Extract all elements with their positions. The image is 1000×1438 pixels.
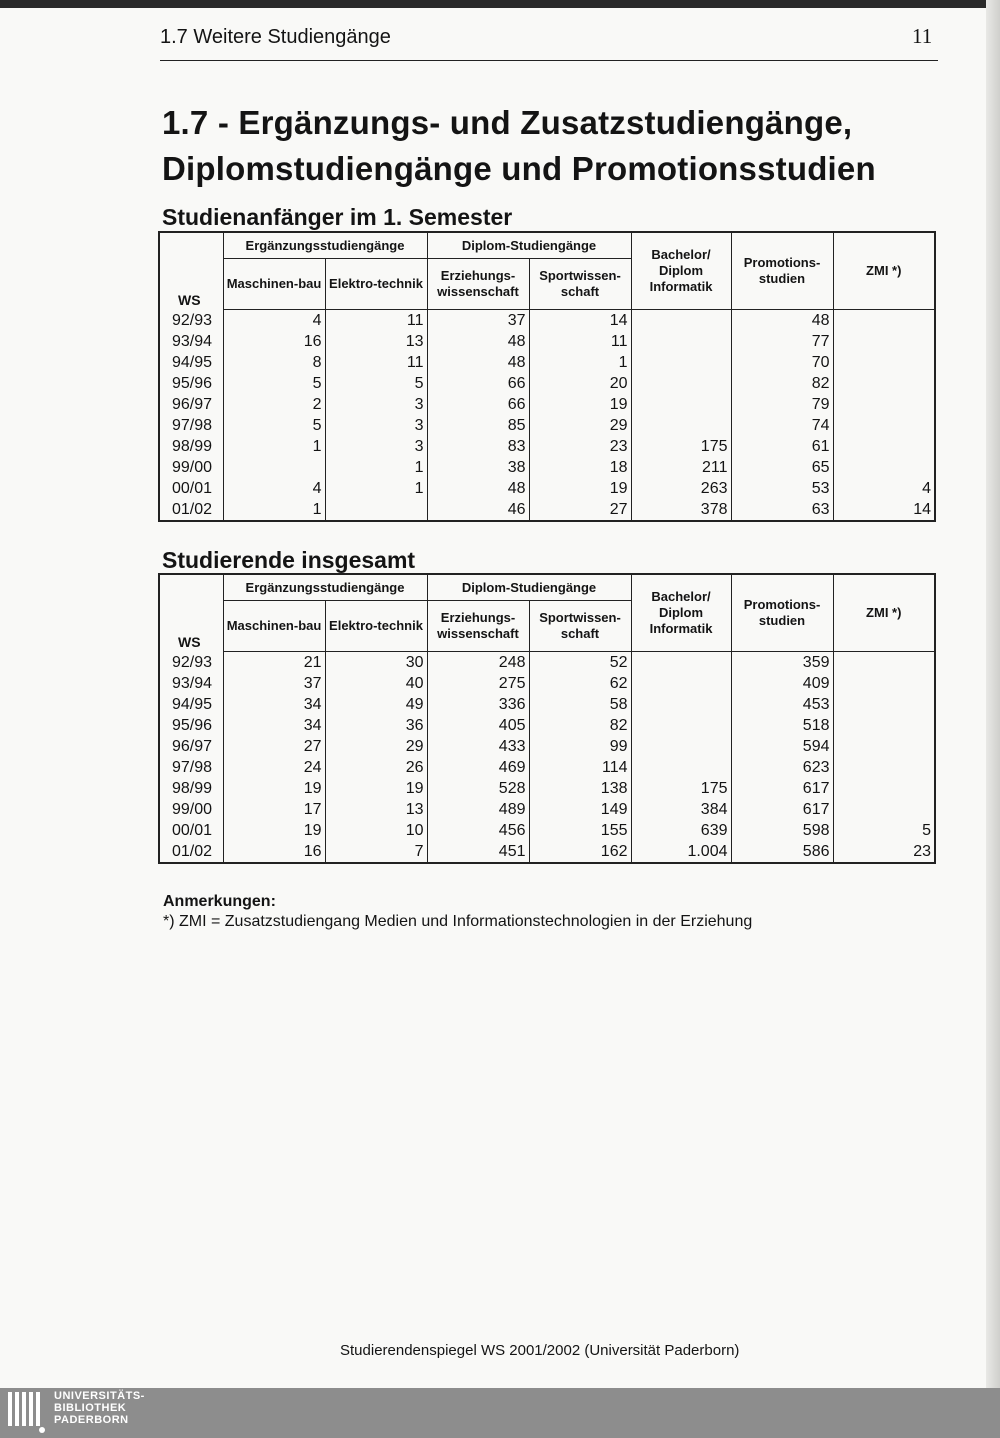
header-ws: WS: [159, 574, 223, 652]
header-rule: [160, 60, 938, 61]
header-sport: Sportwissen-schaft: [529, 601, 631, 652]
cell-promotion: 79: [731, 394, 833, 415]
cell-sport: 99: [529, 736, 631, 757]
cell-maschinenbau: 16: [223, 841, 325, 863]
cell-zmi: [833, 352, 935, 373]
cell-sport: 19: [529, 394, 631, 415]
cell-erziehung: 336: [427, 694, 529, 715]
cell-erziehung: 83: [427, 436, 529, 457]
cell-maschinenbau: 24: [223, 757, 325, 778]
cell-maschinenbau: 1: [223, 436, 325, 457]
cell-ws: 95/96: [159, 373, 223, 394]
cell-ws: 92/93: [159, 652, 223, 674]
cell-sport: 14: [529, 310, 631, 332]
header-elektrotechnik: Elektro-technik: [325, 601, 427, 652]
cell-zmi: [833, 310, 935, 332]
library-line-1: UNIVERSITÄTS-: [54, 1390, 145, 1402]
cell-erziehung: 456: [427, 820, 529, 841]
cell-sport: 155: [529, 820, 631, 841]
cell-maschinenbau: 16: [223, 331, 325, 352]
cell-sport: 20: [529, 373, 631, 394]
cell-maschinenbau: 4: [223, 310, 325, 332]
cell-erziehung: 85: [427, 415, 529, 436]
cell-sport: 19: [529, 478, 631, 499]
cell-elektrotechnik: 13: [325, 799, 427, 820]
cell-erziehung: 275: [427, 673, 529, 694]
cell-ws: 93/94: [159, 331, 223, 352]
cell-maschinenbau: 4: [223, 478, 325, 499]
table-row: [159, 652, 935, 674]
cell-maschinenbau: 27: [223, 736, 325, 757]
header-maschinenbau: Maschinen-bau: [223, 259, 325, 310]
cell-ws: 96/97: [159, 394, 223, 415]
cell-ws: 94/95: [159, 352, 223, 373]
cell-sport: 58: [529, 694, 631, 715]
cell-maschinenbau: [223, 457, 325, 478]
cell-zmi: [833, 694, 935, 715]
cell-ws: 00/01: [159, 478, 223, 499]
cell-elektrotechnik: 10: [325, 820, 427, 841]
library-logo-icon: [6, 1390, 46, 1434]
cell-elektrotechnik: 1: [325, 478, 427, 499]
cell-elektrotechnik: 5: [325, 373, 427, 394]
cell-elektrotechnik: 19: [325, 778, 427, 799]
cell-erziehung: 451: [427, 841, 529, 863]
cell-promotion: 359: [731, 652, 833, 674]
table-row: [159, 415, 935, 436]
cell-ws: 97/98: [159, 757, 223, 778]
cell-sport: 114: [529, 757, 631, 778]
cell-promotion: 48: [731, 310, 833, 332]
header-group-ergaenzung: Ergänzungsstudiengänge: [223, 574, 427, 601]
cell-sport: 149: [529, 799, 631, 820]
cell-zmi: [833, 652, 935, 674]
table-row: [159, 352, 935, 373]
table-body: [159, 310, 935, 522]
cell-erziehung: 37: [427, 310, 529, 332]
library-line-2: BIBLIOTHEK: [54, 1402, 127, 1414]
cell-elektrotechnik: 40: [325, 673, 427, 694]
table-row: [159, 331, 935, 352]
cell-elektrotechnik: 1: [325, 457, 427, 478]
page-footer: Studierendenspiegel WS 2001/2002 (Universität Paderborn): [340, 1342, 740, 1359]
cell-promotion: 53: [731, 478, 833, 499]
cell-bachelor: [631, 394, 731, 415]
cell-sport: 23: [529, 436, 631, 457]
cell-elektrotechnik: 36: [325, 715, 427, 736]
cell-sport: 18: [529, 457, 631, 478]
title-line-1: 1.7 - Ergänzungs- und Zusatzstudiengänge,: [162, 104, 853, 141]
cell-bachelor: [631, 715, 731, 736]
header-erziehung: Erziehungs-wissenschaft: [427, 259, 529, 310]
cell-promotion: 61: [731, 436, 833, 457]
cell-maschinenbau: 34: [223, 694, 325, 715]
cell-ws: 01/02: [159, 841, 223, 863]
cell-bachelor: [631, 373, 731, 394]
title-line-2: Diplomstudiengänge und Promotionsstudien: [162, 150, 876, 187]
table-body: [159, 652, 935, 864]
cell-maschinenbau: 19: [223, 820, 325, 841]
cell-ws: 00/01: [159, 820, 223, 841]
cell-zmi: [833, 331, 935, 352]
cell-bachelor: [631, 310, 731, 332]
scan-top-edge: [0, 0, 1000, 8]
header-group-diplom: Diplom-Studiengänge: [427, 232, 631, 259]
cell-promotion: 63: [731, 499, 833, 521]
table-row: [159, 799, 935, 820]
cell-promotion: 518: [731, 715, 833, 736]
cell-zmi: [833, 778, 935, 799]
cell-zmi: 23: [833, 841, 935, 863]
cell-zmi: [833, 736, 935, 757]
cell-elektrotechnik: 3: [325, 436, 427, 457]
table-studierende-insgesamt: [158, 573, 936, 864]
table-row: [159, 373, 935, 394]
header-group-ergaenzung: Ergänzungsstudiengänge: [223, 232, 427, 259]
cell-elektrotechnik: 3: [325, 415, 427, 436]
cell-bachelor: 639: [631, 820, 731, 841]
cell-bachelor: 384: [631, 799, 731, 820]
cell-promotion: 623: [731, 757, 833, 778]
table-studienanfaenger: [158, 231, 936, 522]
cell-sport: 29: [529, 415, 631, 436]
cell-sport: 62: [529, 673, 631, 694]
cell-promotion: 74: [731, 415, 833, 436]
header-elektrotechnik: Elektro-technik: [325, 259, 427, 310]
notes-text: *) ZMI = Zusatzstudiengang Medien und Informationstechnologien in der Erziehung: [163, 913, 753, 930]
cell-zmi: [833, 394, 935, 415]
cell-erziehung: 48: [427, 478, 529, 499]
notes-heading: Anmerkungen:: [163, 893, 276, 910]
cell-elektrotechnik: 3: [325, 394, 427, 415]
cell-maschinenbau: 5: [223, 415, 325, 436]
cell-promotion: 586: [731, 841, 833, 863]
table-row: [159, 436, 935, 457]
cell-elektrotechnik: [325, 499, 427, 521]
cell-ws: 98/99: [159, 436, 223, 457]
cell-elektrotechnik: 11: [325, 352, 427, 373]
cell-bachelor: [631, 673, 731, 694]
cell-ws: 93/94: [159, 673, 223, 694]
cell-bachelor: 263: [631, 478, 731, 499]
cell-zmi: 14: [833, 499, 935, 521]
cell-zmi: [833, 373, 935, 394]
cell-zmi: [833, 715, 935, 736]
cell-bachelor: 378: [631, 499, 731, 521]
cell-bachelor: [631, 757, 731, 778]
cell-zmi: [833, 673, 935, 694]
cell-promotion: 65: [731, 457, 833, 478]
library-line-3: PADERBORN: [54, 1414, 129, 1426]
cell-sport: 11: [529, 331, 631, 352]
cell-promotion: 594: [731, 736, 833, 757]
cell-maschinenbau: 37: [223, 673, 325, 694]
cell-promotion: 77: [731, 331, 833, 352]
cell-bachelor: [631, 736, 731, 757]
cell-erziehung: 48: [427, 331, 529, 352]
cell-elektrotechnik: 29: [325, 736, 427, 757]
cell-erziehung: 38: [427, 457, 529, 478]
cell-erziehung: 66: [427, 394, 529, 415]
cell-zmi: 5: [833, 820, 935, 841]
cell-elektrotechnik: 30: [325, 652, 427, 674]
cell-maschinenbau: 34: [223, 715, 325, 736]
cell-ws: 94/95: [159, 694, 223, 715]
header-zmi: ZMI *): [833, 574, 935, 652]
running-head: 1.7 Weitere Studiengänge: [160, 26, 391, 48]
cell-elektrotechnik: 13: [325, 331, 427, 352]
cell-sport: 27: [529, 499, 631, 521]
cell-ws: 99/00: [159, 457, 223, 478]
cell-ws: 95/96: [159, 715, 223, 736]
cell-erziehung: 46: [427, 499, 529, 521]
cell-promotion: 617: [731, 778, 833, 799]
cell-maschinenbau: 17: [223, 799, 325, 820]
header-erziehung: Erziehungs-wissenschaft: [427, 601, 529, 652]
page-number: 11: [912, 24, 933, 48]
section-heading-insgesamt: Studierende insgesamt: [162, 547, 416, 573]
cell-promotion: 617: [731, 799, 833, 820]
cell-erziehung: 405: [427, 715, 529, 736]
cell-bachelor: [631, 352, 731, 373]
library-bar: [0, 1388, 1000, 1438]
cell-sport: 52: [529, 652, 631, 674]
cell-promotion: 453: [731, 694, 833, 715]
cell-bachelor: [631, 415, 731, 436]
cell-bachelor: 175: [631, 778, 731, 799]
header-promotion: Promotions-studien: [731, 574, 833, 652]
cell-ws: 92/93: [159, 310, 223, 332]
cell-bachelor: [631, 331, 731, 352]
cell-promotion: 409: [731, 673, 833, 694]
header-bachelor: Bachelor/ Diplom Informatik: [631, 232, 731, 310]
header-zmi: ZMI *): [833, 232, 935, 310]
header-sport: Sportwissen-schaft: [529, 259, 631, 310]
cell-zmi: [833, 799, 935, 820]
cell-erziehung: 489: [427, 799, 529, 820]
table-row: [159, 778, 935, 799]
header-group-diplom: Diplom-Studiengänge: [427, 574, 631, 601]
cell-maschinenbau: 1: [223, 499, 325, 521]
header-ws: WS: [159, 232, 223, 310]
cell-bachelor: 211: [631, 457, 731, 478]
cell-sport: 1: [529, 352, 631, 373]
table-row: [159, 457, 935, 478]
table-row: [159, 736, 935, 757]
table-row: [159, 715, 935, 736]
cell-maschinenbau: 8: [223, 352, 325, 373]
table-row: [159, 757, 935, 778]
table-row: [159, 394, 935, 415]
cell-zmi: 4: [833, 478, 935, 499]
cell-zmi: [833, 757, 935, 778]
cell-ws: 97/98: [159, 415, 223, 436]
cell-elektrotechnik: 26: [325, 757, 427, 778]
cell-promotion: 70: [731, 352, 833, 373]
table-row: [159, 694, 935, 715]
section-heading-anfaenger: Studienanfänger im 1. Semester: [162, 204, 513, 230]
cell-erziehung: 469: [427, 757, 529, 778]
cell-elektrotechnik: 7: [325, 841, 427, 863]
cell-erziehung: 66: [427, 373, 529, 394]
table-row: [159, 841, 935, 863]
cell-maschinenbau: 5: [223, 373, 325, 394]
cell-sport: 138: [529, 778, 631, 799]
header-bachelor: Bachelor/ Diplom Informatik: [631, 574, 731, 652]
cell-promotion: 82: [731, 373, 833, 394]
cell-promotion: 598: [731, 820, 833, 841]
cell-erziehung: 433: [427, 736, 529, 757]
cell-ws: 98/99: [159, 778, 223, 799]
cell-ws: 96/97: [159, 736, 223, 757]
cell-erziehung: 248: [427, 652, 529, 674]
cell-zmi: [833, 457, 935, 478]
cell-erziehung: 528: [427, 778, 529, 799]
table-row: [159, 478, 935, 499]
cell-maschinenbau: 2: [223, 394, 325, 415]
cell-bachelor: 1.004: [631, 841, 731, 863]
table-row: [159, 673, 935, 694]
cell-elektrotechnik: 49: [325, 694, 427, 715]
table-row: [159, 820, 935, 841]
cell-erziehung: 48: [427, 352, 529, 373]
table-row: [159, 499, 935, 521]
cell-ws: 01/02: [159, 499, 223, 521]
cell-zmi: [833, 436, 935, 457]
cell-bachelor: [631, 652, 731, 674]
scan-right-edge: [986, 0, 1000, 1388]
cell-bachelor: 175: [631, 436, 731, 457]
cell-maschinenbau: 19: [223, 778, 325, 799]
cell-maschinenbau: 21: [223, 652, 325, 674]
cell-bachelor: [631, 694, 731, 715]
cell-sport: 82: [529, 715, 631, 736]
library-name: [54, 1390, 145, 1426]
cell-zmi: [833, 415, 935, 436]
table-row: [159, 310, 935, 332]
cell-sport: 162: [529, 841, 631, 863]
cell-elektrotechnik: 11: [325, 310, 427, 332]
header-promotion: Promotions-studien: [731, 232, 833, 310]
header-maschinenbau: Maschinen-bau: [223, 601, 325, 652]
page-title: [162, 100, 876, 192]
cell-ws: 99/00: [159, 799, 223, 820]
